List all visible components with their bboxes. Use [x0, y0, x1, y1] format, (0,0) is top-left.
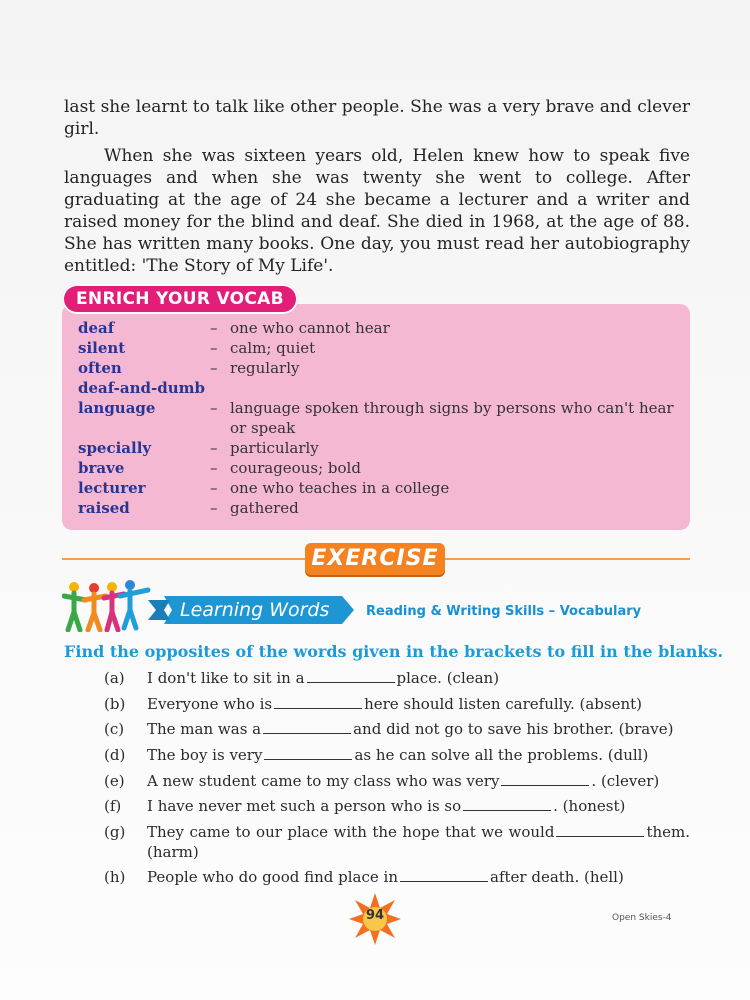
vocab-word: brave — [78, 459, 125, 477]
answer-blank[interactable] — [556, 824, 644, 837]
question-text-after: . (clever) — [591, 772, 660, 790]
question-text-before: The man was a — [147, 720, 262, 738]
vocab-dash: – — [210, 479, 218, 497]
answer-blank[interactable] — [264, 747, 352, 760]
question-text-after: as he can solve all the problems. (dull) — [354, 746, 649, 764]
vocab-meaning: one who cannot hear — [230, 319, 390, 337]
exercise-instruction: Find the opposites of the words given in the brackets to fill in the blanks. — [64, 642, 724, 661]
question-text-before: A new student came to my class who was very — [147, 772, 500, 790]
vocab-dash: – — [210, 359, 218, 377]
question-text-before: Everyone who is — [147, 695, 273, 713]
vocab-dash: – — [210, 319, 218, 337]
vocab-dash: – — [210, 439, 218, 457]
vocab-title: ENRICH YOUR VOCAB — [76, 289, 284, 309]
vocab-meaning: regularly — [230, 359, 300, 377]
vocab-box — [62, 304, 690, 530]
question-text-after: . (honest) — [553, 797, 626, 815]
question-text-before: They came to our place with the hope that we would — [147, 823, 555, 841]
vocab-dash: – — [210, 499, 218, 517]
vocab-meaning: language spoken through signs by persons who can't hear or speak — [230, 399, 674, 437]
answer-blank[interactable] — [307, 670, 395, 683]
vocab-dash: – — [210, 339, 218, 357]
series-name: Open Skies-4 — [612, 913, 672, 923]
answer-blank[interactable] — [400, 869, 488, 882]
page-number: 94 — [365, 908, 385, 923]
vocab-meaning: gathered — [230, 499, 299, 517]
vocab-dash: – — [210, 399, 218, 417]
question-text-before: People who do good find place in — [147, 868, 398, 886]
learning-words-label: Learning Words — [180, 599, 330, 621]
vocab-meaning: courageous; bold — [230, 459, 361, 477]
question-label: (h) — [104, 868, 126, 886]
vocab-word: often — [78, 359, 122, 377]
question-text-after: after death. (hell) — [490, 868, 624, 886]
question-text-before: I have never met such a person who is so — [147, 797, 462, 815]
vocab-word: deaf-and-dumb — [78, 379, 205, 397]
answer-blank[interactable] — [263, 721, 351, 734]
vocab-meaning: particularly — [230, 439, 319, 457]
answer-blank[interactable] — [501, 773, 589, 786]
children-figures-icon — [62, 578, 152, 632]
exercise-title: EXERCISE — [311, 546, 439, 571]
vocab-word: raised — [78, 499, 130, 517]
vocab-word: specially — [78, 439, 152, 457]
question-label: (b) — [104, 695, 126, 713]
vocab-dash: – — [210, 459, 218, 477]
answer-blank[interactable] — [274, 696, 362, 709]
vocab-heading-tag — [62, 284, 298, 314]
question-label: (g) — [104, 823, 126, 841]
question-text-after: them. (harm) — [147, 823, 690, 861]
passage-paragraph-1: last she learnt to talk like other people. She was a very brave and clever girl. — [64, 97, 690, 139]
question-label: (f) — [104, 797, 122, 815]
skills-label: Reading & Writing Skills – Vocabulary — [366, 604, 642, 619]
question-text-before: The boy is very — [147, 746, 263, 764]
question-label: (d) — [104, 746, 126, 764]
vocab-word: language — [78, 399, 156, 417]
question-text-after: place. (clean) — [396, 669, 500, 687]
question-label: (e) — [104, 772, 125, 790]
passage-paragraph-2: When she was sixteen years old, Helen knew how to speak five languages and when she was twenty she went to college. After graduating at the age of 24 she became a lecturer and a writer and raised money for the blind and deaf. She died in 1968, at the age of 88. She has written many books. One day, you must read her autobiography entitled: 'The Story of My Life'. — [64, 146, 690, 276]
answer-blank[interactable] — [463, 798, 551, 811]
question-label: (a) — [104, 669, 125, 687]
vocab-word: silent — [78, 339, 126, 357]
question-label: (c) — [104, 720, 125, 738]
vocab-meaning: calm; quiet — [230, 339, 316, 357]
vocab-word: deaf — [78, 319, 115, 337]
vocab-meaning: one who teaches in a college — [230, 479, 450, 497]
question-text-after: here should listen carefully. (absent) — [364, 695, 643, 713]
question-text-before: I don't like to sit in a — [147, 669, 305, 687]
question-text-after: and did not go to save his brother. (brave) — [353, 720, 674, 738]
vocab-word: lecturer — [78, 479, 146, 497]
exercise-badge — [305, 543, 445, 575]
